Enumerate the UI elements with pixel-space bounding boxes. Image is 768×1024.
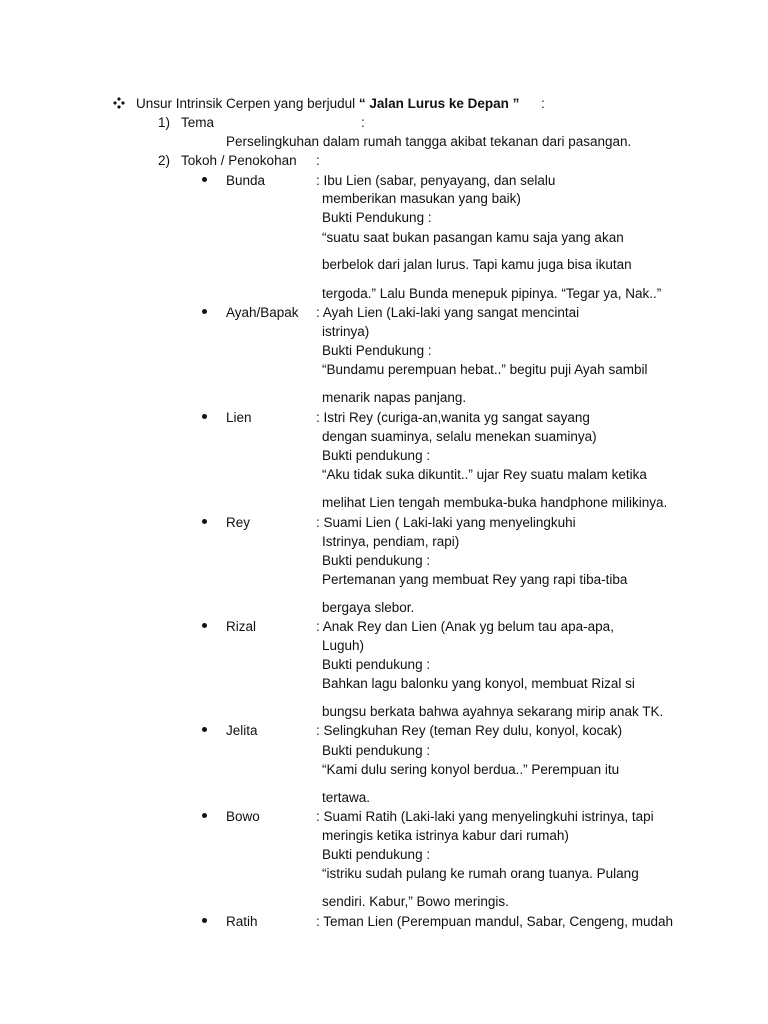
evidence-text: menarik napas panjang. (322, 390, 467, 405)
character-name: Ratih (226, 914, 258, 929)
section-colon: : (361, 115, 365, 130)
heading-prefix: Unsur Intrinsik Cerpen yang berjudul (136, 96, 359, 111)
story-title: “ Jalan Lurus ke Depan ” (358, 96, 520, 111)
evidence-text: tertawa. (322, 790, 371, 805)
evidence-label: Bukti pendukung : (322, 657, 431, 672)
bullet-icon (202, 414, 207, 419)
bullet-icon (202, 727, 207, 732)
character-desc: meringis ketika istrinya kabur dari rumah) (322, 828, 569, 843)
evidence-label: Bukti pendukung : (322, 553, 431, 568)
character-desc: dengan suaminya, selalu menekan suaminya) (322, 429, 597, 444)
evidence-text: “istriku sudah pulang ke rumah orang tuanya. Pulang (322, 866, 639, 881)
section-colon: : (316, 153, 320, 168)
character-desc: Luguh) (322, 638, 365, 653)
evidence-text: sendiri. Kabur,” Bowo meringis. (322, 894, 509, 909)
four-diamond-bullet-icon (113, 97, 125, 109)
character-name: Rey (226, 515, 251, 530)
evidence-label: Bukti pendukung : (322, 743, 431, 758)
evidence-text: “Aku tidak suka dikuntit..” ujar Rey suatu malam ketika (322, 467, 647, 482)
bullet-icon (202, 813, 207, 818)
evidence-label: Bukti pendukung : (322, 847, 431, 862)
evidence-text: bungsu berkata bahwa ayahnya sekarang mirip anak TK. (322, 704, 664, 719)
bullet-icon (202, 177, 207, 182)
evidence-label: Bukti pendukung : (322, 448, 431, 463)
character-name: Jelita (226, 723, 258, 738)
character-desc: istrinya) (322, 324, 370, 339)
evidence-text: melihat Lien tengah membuka-buka handphone milikinya. (322, 495, 668, 510)
evidence-label: Bukti Pendukung : (322, 210, 432, 225)
character-name: Rizal (226, 619, 257, 634)
character-desc: memberikan masukan yang baik) (322, 191, 521, 206)
evidence-text: berbelok dari jalan lurus. Tapi kamu juga bisa ikutan (322, 257, 632, 272)
bullet-icon (202, 519, 207, 524)
character-desc: : Anak Rey dan Lien (Anak yg belum tau apa-apa, (316, 619, 614, 634)
character-name: Bowo (226, 809, 260, 824)
evidence-text: “Bundamu perempuan hebat..” begitu puji Ayah sambil (322, 362, 648, 377)
evidence-label: Bukti Pendukung : (322, 343, 432, 358)
theme-content: Perselingkuhan dalam rumah tangga akibat tekanan dari pasangan. (226, 134, 632, 149)
section-label: Tokoh / Penokohan (181, 153, 297, 168)
section-label: Tema (181, 115, 215, 130)
evidence-text: “suatu saat bukan pasangan kamu saja yang akan (322, 230, 624, 245)
bullet-icon (202, 623, 207, 628)
evidence-text: Bahkan lagu balonku yang konyol, membuat Rizal si (322, 676, 635, 691)
character-name: Bunda (226, 173, 266, 188)
section-number: 2) (158, 153, 171, 168)
character-desc: : Suami Lien ( Laki-laki yang menyelingkuhi (316, 515, 576, 530)
evidence-text: “Kami dulu sering konyol berdua..” Perempuan itu (322, 762, 620, 777)
evidence-text: tergoda.” Lalu Bunda menepuk pipinya. “Tegar ya, Nak..” (322, 286, 662, 301)
character-desc: : Suami Ratih (Laki-laki yang menyelingkuhi istrinya, tapi (316, 809, 654, 824)
character-name: Ayah/Bapak (226, 305, 299, 320)
bullet-icon (202, 918, 207, 923)
character-desc: : Istri Rey (curiga-an,wanita yg sangat sayang (316, 410, 590, 425)
character-desc: : Ayah Lien (Laki-laki yang sangat mencintai (316, 305, 580, 320)
character-desc: Istrinya, pendiam, rapi) (322, 534, 460, 549)
bullet-icon (202, 309, 207, 314)
heading-text (136, 97, 519, 111)
character-desc: : Teman Lien (Perempuan mandul, Sabar, Cengeng, mudah (316, 914, 673, 929)
character-desc: : Ibu Lien (sabar, penyayang, dan selalu (316, 173, 556, 188)
evidence-text: bergaya slebor. (322, 600, 415, 615)
heading-colon: : (541, 96, 545, 111)
section-number: 1) (158, 115, 171, 130)
character-desc: : Selingkuhan Rey (teman Rey dulu, konyol, kocak) (316, 723, 623, 738)
character-name: Lien (226, 410, 252, 425)
evidence-text: Pertemanan yang membuat Rey yang rapi tiba-tiba (322, 572, 628, 587)
